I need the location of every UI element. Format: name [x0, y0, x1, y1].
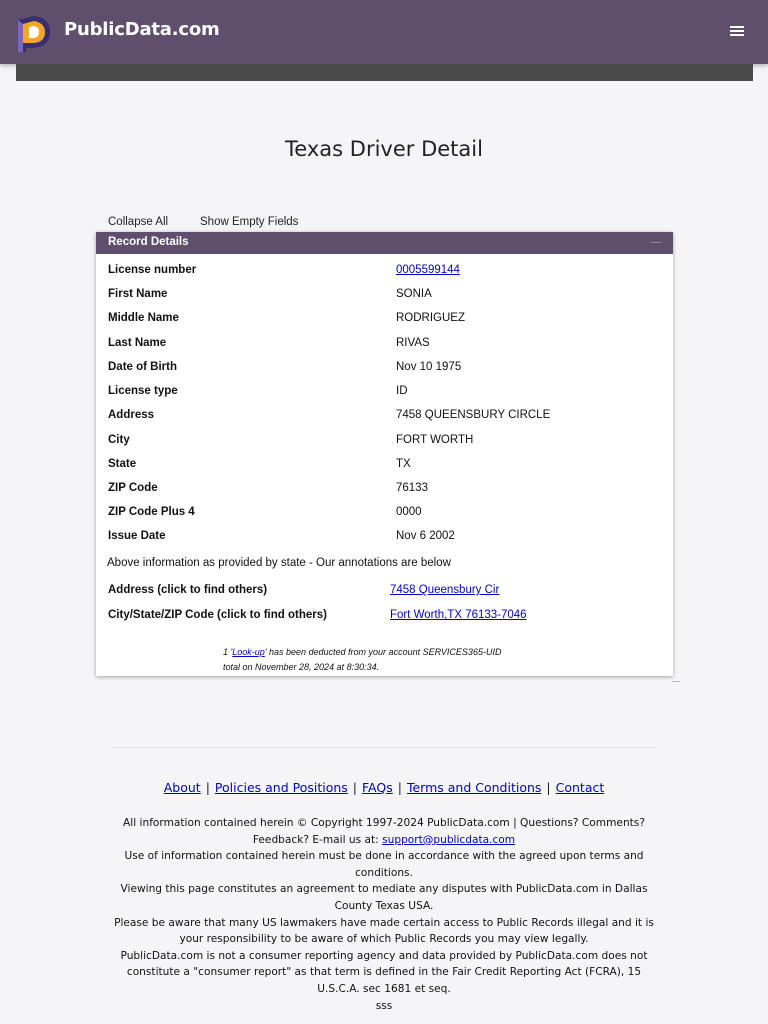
- support-email-link[interactable]: support@publicdata.com: [382, 833, 516, 846]
- annotation-label: City/State/ZIP Code (click to find others): [108, 609, 327, 621]
- field-label: Issue Date: [108, 530, 166, 542]
- field-label: Date of Birth: [108, 361, 177, 373]
- disclaimer-terms: Use of information contained herein must be done in accordance with the agreed upon terms and conditions.: [124, 850, 644, 879]
- link-separator: |: [397, 780, 402, 795]
- top-navbar: [0, 0, 768, 64]
- deduction-text: ' has been deducted from your account SERVICES365-UID: [264, 647, 502, 657]
- field-value: SONIA: [396, 288, 432, 300]
- publicdata-logo-icon[interactable]: [12, 12, 54, 54]
- field-row: [108, 288, 668, 306]
- sub-navbar: [16, 64, 753, 81]
- disclaimer-mediation: Viewing this page constitutes an agreement to mediate any disputes with PublicData.com in Dallas County Texas USA.: [120, 883, 648, 912]
- panel-header[interactable]: [96, 232, 673, 254]
- city-state-zip-find-others-link[interactable]: Fort Worth,TX 76133-7046: [390, 609, 527, 621]
- collapse-all-button[interactable]: Collapse All: [108, 216, 169, 228]
- address-find-others-link[interactable]: 7458 Queensbury Cir: [390, 584, 500, 596]
- disclaimer-copyright: [110, 815, 658, 848]
- hamburger-menu-icon[interactable]: [726, 20, 748, 42]
- field-value: 7458 QUEENSBURY CIRCLE: [396, 409, 551, 421]
- field-value: RODRIGUEZ: [396, 312, 465, 324]
- field-label: City: [108, 434, 130, 446]
- footer-divider: [110, 747, 658, 748]
- field-label: ZIP Code Plus 4: [108, 506, 195, 518]
- field-value: Nov 10 1975: [396, 361, 462, 373]
- footer-link-terms[interactable]: Terms and Conditions: [406, 780, 542, 795]
- field-value: 76133: [396, 482, 428, 494]
- field-value: FORT WORTH: [396, 434, 474, 446]
- field-row: [108, 361, 668, 379]
- field-value: 0000: [396, 506, 422, 518]
- page-title: Texas Driver Detail: [285, 137, 483, 161]
- link-separator: |: [205, 780, 210, 795]
- footer-link-contact[interactable]: Contact: [555, 780, 605, 795]
- field-label: License type: [108, 385, 178, 397]
- show-empty-fields-button[interactable]: Show Empty Fields: [200, 216, 299, 228]
- collapse-toggle-icon[interactable]: [651, 242, 661, 243]
- field-row: [108, 264, 668, 282]
- field-row: [108, 409, 668, 427]
- brand-name[interactable]: PublicData.com: [64, 19, 220, 40]
- record-details-panel: [96, 232, 673, 676]
- field-row: [108, 385, 668, 403]
- annotation-row: [108, 584, 668, 602]
- deduction-notice: [223, 645, 501, 675]
- footer-link-about[interactable]: About: [163, 780, 201, 795]
- disclaimer-footer-text: sss: [375, 999, 393, 1012]
- deduction-prefix: 1 ': [223, 647, 233, 657]
- field-value: Nov 6 2002: [396, 530, 455, 542]
- field-label: Address: [108, 409, 155, 421]
- annotation-row: [108, 609, 668, 627]
- field-row: [108, 312, 668, 330]
- lookup-link[interactable]: Look-up: [232, 647, 265, 657]
- field-label: License number: [108, 264, 197, 276]
- disclaimer-lawmakers: Please be aware that many US lawmakers have made certain access to Public Records illegal and it is your responsibility to be aware of which Public Records you may view legally.: [114, 916, 654, 946]
- copyright-text: All information contained herein © Copyright 1997-2024 PublicData.com | Questions? Comments? Feedback? E-mail us at:: [123, 817, 645, 846]
- field-row: [108, 482, 668, 500]
- field-row: [108, 434, 668, 452]
- annotation-label: Address (click to find others): [108, 584, 268, 596]
- license-number-link[interactable]: 0005599144: [396, 264, 460, 276]
- field-row: [108, 506, 668, 524]
- field-row: [108, 458, 668, 476]
- field-label: ZIP Code: [108, 482, 158, 494]
- footer-link-faqs[interactable]: FAQs: [362, 780, 393, 795]
- field-row: [108, 337, 668, 355]
- field-label: First Name: [108, 288, 168, 300]
- link-separator: |: [546, 780, 551, 795]
- link-separator: |: [352, 780, 358, 795]
- field-row: [108, 530, 668, 548]
- divider: [672, 681, 680, 682]
- panel-title: Record Details: [108, 236, 189, 248]
- field-label: State: [108, 458, 137, 470]
- footer-links: [0, 780, 768, 795]
- field-value: RIVAS: [396, 337, 430, 349]
- disclaimer-fcra: PublicData.com is not a consumer reporting agency and data provided by PublicData.com does not constitute a "consumer report" as that term is defined in the Fair Credit Reporting Act (FCRA), 15 U.S.C.A. sec 1681 et seq.: [120, 949, 648, 995]
- deduction-time: total on November 28, 2024 at 8:30:34.: [223, 662, 380, 672]
- field-label: Last Name: [108, 337, 167, 349]
- state-info-note: Above information as provided by state - Our annotations are below: [107, 557, 451, 569]
- footer-link-policies[interactable]: Policies and Positions: [214, 780, 348, 795]
- field-value: ID: [396, 385, 408, 397]
- field-value: TX: [396, 458, 411, 470]
- field-label: Middle Name: [108, 312, 179, 324]
- footer-disclaimer: [110, 815, 658, 1014]
